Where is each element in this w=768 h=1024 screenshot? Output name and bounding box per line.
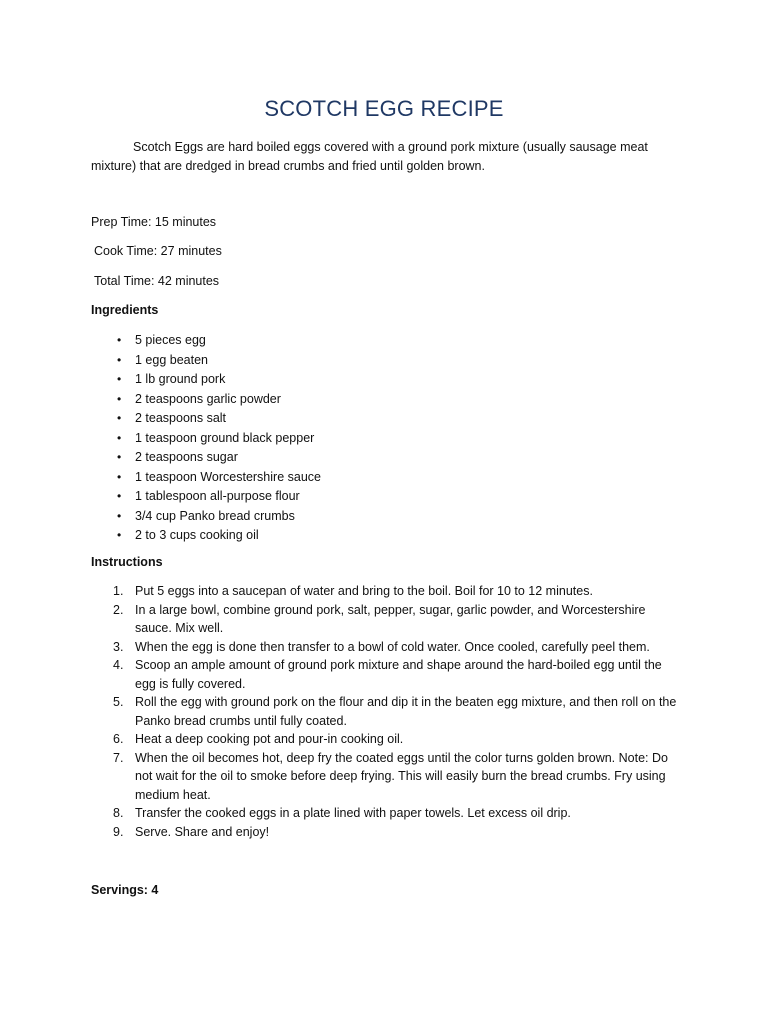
ingredients-heading: Ingredients <box>91 303 159 317</box>
step-text: Serve. Share and enjoy! <box>135 824 270 839</box>
ingredient-text: 1 tablespoon all-purpose flour <box>135 489 300 503</box>
bullet-icon: • <box>117 352 122 367</box>
cook-time: Cook Time: 27 minutes <box>94 244 222 258</box>
ingredient-item <box>117 487 321 507</box>
ingredient-item <box>117 429 321 449</box>
total-time: Total Time: 42 minutes <box>94 274 220 288</box>
step-number: 6. <box>113 732 124 746</box>
instruction-step <box>113 638 678 657</box>
ingredient-item <box>117 409 321 429</box>
bullet-icon: • <box>117 333 122 347</box>
step-text: Transfer the cooked eggs in a plate lined with paper towels. Let excess oil drip. <box>135 806 571 820</box>
ingredient-item <box>117 390 321 410</box>
step-number: 4. <box>113 658 124 672</box>
ingredient-list <box>117 331 321 546</box>
ingredient-item <box>117 351 321 371</box>
bullet-icon: • <box>117 528 122 542</box>
ingredient-text: 1 lb ground pork <box>135 372 226 386</box>
step-text: Scoop an ample amount of ground pork mixture and shape around the hard-boiled egg until the egg is fully covered. <box>135 658 662 691</box>
bullet-icon: • <box>117 372 122 386</box>
instruction-step <box>113 601 678 638</box>
step-number: 3. <box>113 639 124 654</box>
intro-paragraph: Scotch Eggs are hard boiled eggs covered with a ground pork mixture (usually sausage meat mixture) that are dredged in bread crumbs and fried until golden brown. <box>91 140 648 173</box>
page-title: SCOTCH EGG RECIPE <box>264 96 504 121</box>
servings: Servings: 4 <box>91 883 159 897</box>
instruction-step <box>113 693 678 730</box>
prep-time: Prep Time: 15 minutes <box>91 215 217 229</box>
ingredient-text: 3/4 cup Panko bread crumbs <box>135 508 295 523</box>
ingredient-text: 2 teaspoons sugar <box>135 450 238 464</box>
instruction-step <box>113 804 678 823</box>
step-number: 9. <box>113 824 124 839</box>
instruction-step <box>113 823 678 842</box>
instruction-step <box>113 656 678 693</box>
ingredient-text: 5 pieces egg <box>135 333 206 347</box>
ingredient-item <box>117 448 321 468</box>
step-number: 7. <box>113 750 124 765</box>
step-text: Roll the egg with ground pork on the flour and dip it in the beaten egg mixture, and then roll on the Panko bread crumbs until fully coated. <box>135 695 677 728</box>
step-number: 5. <box>113 695 124 709</box>
ingredient-text: 2 teaspoons garlic powder <box>135 391 281 406</box>
ingredient-item <box>117 331 321 351</box>
instruction-step <box>113 730 678 749</box>
ingredient-text: 1 teaspoon ground black pepper <box>135 430 315 445</box>
step-number: 8. <box>113 806 124 820</box>
bullet-icon: • <box>117 508 122 523</box>
ingredient-text: 2 to 3 cups cooking oil <box>135 528 259 542</box>
instructions-heading: Instructions <box>91 555 163 569</box>
bullet-icon: • <box>117 411 122 425</box>
ingredient-item <box>117 507 321 527</box>
bullet-icon: • <box>117 469 122 484</box>
instruction-list <box>113 582 678 841</box>
bullet-icon: • <box>117 450 122 464</box>
bullet-icon: • <box>117 430 122 445</box>
ingredient-item <box>117 526 321 546</box>
instruction-step <box>113 749 678 805</box>
step-text: In a large bowl, combine ground pork, salt, pepper, sugar, garlic powder, and Worcestershire sauce. Mix well. <box>135 602 646 635</box>
step-text: When the egg is done then transfer to a bowl of cold water. Once cooled, carefully peel them. <box>135 639 650 654</box>
ingredient-text: 2 teaspoons salt <box>135 411 227 425</box>
step-text: When the oil becomes hot, deep fry the coated eggs until the color turns golden brown. Note: Do not wait for the oil to smoke before deep frying. This will easily burn the bread crumbs. Fry using medium heat. <box>135 750 668 802</box>
ingredient-text: 1 teaspoon Worcestershire sauce <box>135 469 321 484</box>
bullet-icon: • <box>117 489 122 503</box>
step-number: 1. <box>113 584 124 598</box>
ingredient-text: 1 egg beaten <box>135 352 208 367</box>
ingredient-item <box>117 468 321 488</box>
step-number: 2. <box>113 602 124 617</box>
step-text: Put 5 eggs into a saucepan of water and bring to the boil. Boil for 10 to 12 minutes. <box>135 584 593 598</box>
step-text: Heat a deep cooking pot and pour-in cooking oil. <box>135 732 404 746</box>
instruction-step <box>113 582 678 601</box>
ingredient-item <box>117 370 321 390</box>
bullet-icon: • <box>117 391 122 406</box>
